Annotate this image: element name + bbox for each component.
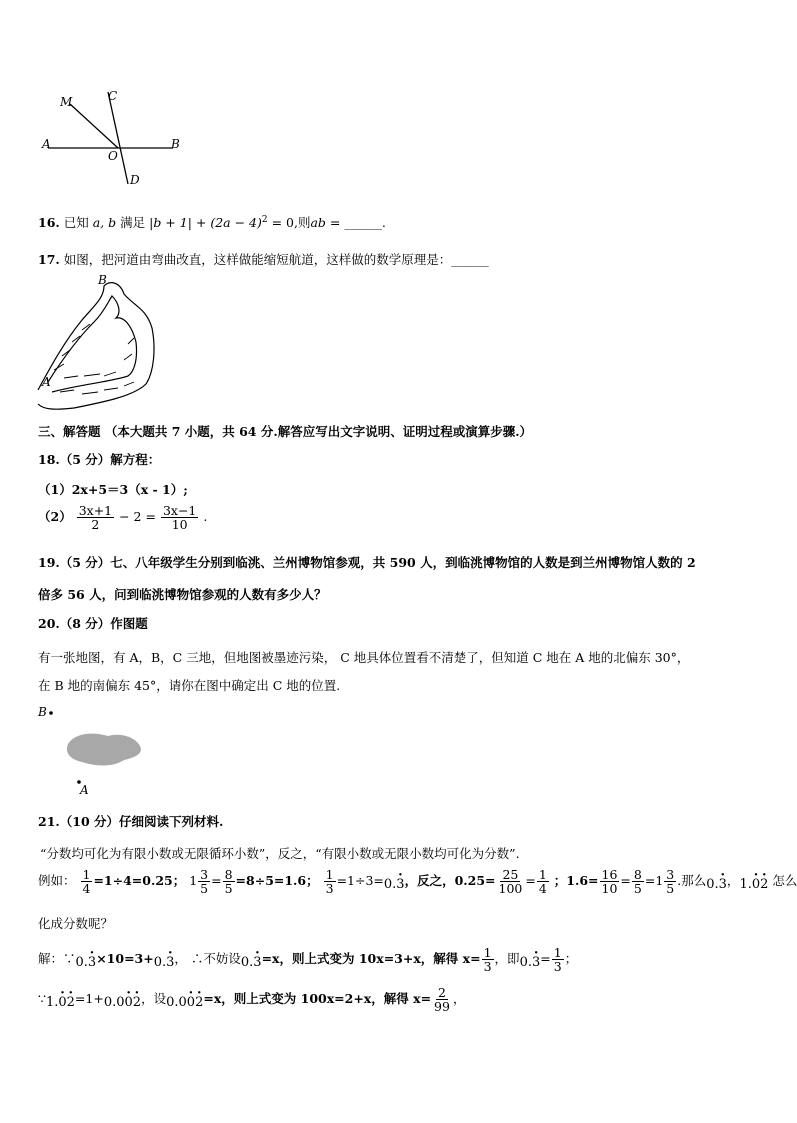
label-a: A xyxy=(42,137,51,151)
q21-then: .那么 xyxy=(677,873,707,889)
q21-how: 怎么 xyxy=(772,873,797,889)
digit: 0.0 xyxy=(166,995,187,1011)
q21-example-line xyxy=(38,868,797,895)
q16-exp: 2 xyxy=(261,214,268,225)
repeating-0-3c xyxy=(76,955,97,970)
frac-num: 25 xyxy=(502,867,519,882)
q18-frac1-den: 2 xyxy=(91,517,100,533)
frac-3-5 xyxy=(198,868,210,895)
frac-den: 99 xyxy=(434,999,450,1015)
frac-num: 1 xyxy=(82,867,91,882)
river-label-b: B xyxy=(98,273,107,287)
q18-part1: （1）2x+5＝3（x - 1）; xyxy=(38,482,188,497)
q20-head: 20.（8 分）作图题 xyxy=(38,616,148,631)
ink-stain xyxy=(67,734,141,766)
q21-ex2-int: 1 xyxy=(189,873,198,889)
map-label-b: B xyxy=(38,705,47,719)
frac-16-10 xyxy=(600,868,620,895)
q16-eq: = 0 xyxy=(267,215,294,230)
digit-repeat: · 2 xyxy=(195,995,203,1010)
q21-l5-since: ∵ xyxy=(38,991,46,1007)
river-label-a: A xyxy=(42,375,51,389)
digit: 0.0 xyxy=(103,995,125,1011)
digit-repeat: · 0 xyxy=(58,995,66,1010)
q16-expr: |b + 1| + (2a − 4) xyxy=(149,215,262,230)
q21-eq-a: = xyxy=(211,873,222,889)
repeating-0-02 xyxy=(104,995,141,1010)
digit: 0. xyxy=(75,955,88,971)
label-m: M xyxy=(60,95,73,109)
frac-num: 1 xyxy=(483,945,492,960)
q16-text-c: ,则 xyxy=(294,215,311,230)
label-d: D xyxy=(130,173,140,187)
q19-line2: 倍多 56 人，问到临洮博物馆参观的人数有多少人？ xyxy=(38,587,327,602)
frac-num: 1 xyxy=(538,867,547,882)
river-inner-bank xyxy=(48,296,137,392)
frac-num: 8 xyxy=(224,867,233,882)
q21-ex2: =8÷5=1.6； xyxy=(235,873,319,889)
digit-repeat: · 0 xyxy=(187,995,195,1010)
q16-text-a: 已知 xyxy=(63,215,89,230)
frac-2-99 xyxy=(432,986,452,1013)
digit-repeat: · 3 xyxy=(396,877,404,892)
repeating-1-02 xyxy=(739,877,768,892)
line-cd xyxy=(108,92,128,184)
q21-solution-line2 xyxy=(38,986,465,1013)
repeating-0-02b xyxy=(166,995,203,1010)
q18-part2 xyxy=(38,504,207,531)
q18-head: 18.（5 分）解方程： xyxy=(38,452,161,467)
q21-line3: 化成分数呢？ xyxy=(38,916,114,931)
frac-num: 1 xyxy=(553,945,562,960)
frac-1-3c xyxy=(552,946,564,973)
frac-25-100 xyxy=(497,868,525,895)
q21-sol-end: ； xyxy=(564,951,578,967)
q21-after-ex3: ，反之，0.25= xyxy=(404,873,496,889)
q16-number: 16. xyxy=(38,215,60,230)
q21-comma: ， xyxy=(726,873,740,889)
map-label-a: A xyxy=(80,783,89,797)
section-3-heading: 三、解答题 （本大题共 7 小题，共 64 分.解答应写出文字说明、证明过程或演算步骤.） xyxy=(38,424,533,439)
question-16 xyxy=(38,213,386,231)
digit: 1. xyxy=(45,995,59,1011)
q18-frac2-den: 10 xyxy=(171,517,188,533)
repeating-1-02b xyxy=(46,995,75,1010)
q21-sol-mid: ×10=3+ xyxy=(96,951,154,967)
frac-1-3b xyxy=(482,946,494,973)
repeating-0-3 xyxy=(384,877,405,892)
digit-repeat: · 3 xyxy=(166,955,174,970)
digit-repeat: · 3 xyxy=(532,955,540,970)
frac-den: 5 xyxy=(666,881,675,897)
q21-ex3: =1÷3= xyxy=(336,873,384,889)
frac-1-3 xyxy=(324,868,336,895)
q18-frac1-num: 3x+1 xyxy=(78,503,113,518)
q16-eq2: = xyxy=(325,215,345,230)
frac-den: 3 xyxy=(483,959,492,975)
frac-den: 5 xyxy=(224,881,233,897)
q16-end: . xyxy=(381,215,386,230)
q21-eq-c: = xyxy=(620,873,631,889)
q21-l5-end: ， xyxy=(452,991,466,1007)
frac-den: 4 xyxy=(82,881,91,897)
frac-num: 16 xyxy=(601,867,618,882)
q16-blank[interactable]: ______ xyxy=(344,215,382,230)
figure-river xyxy=(34,272,158,414)
q18-frac2 xyxy=(161,504,198,531)
q18-mid: − 2 = xyxy=(119,509,156,525)
question-17 xyxy=(38,250,489,268)
digit: 0. xyxy=(153,955,167,971)
q21-sol-label: 解：∵ xyxy=(38,951,76,967)
q20-line2: 在 B 地的南偏东 45°，请你在图中确定出 C 地的位置. xyxy=(38,678,341,693)
repeating-0-3f xyxy=(520,955,541,970)
q17-number: 17. xyxy=(38,252,60,267)
figure-map xyxy=(36,702,156,800)
digit: 0. xyxy=(706,877,719,893)
frac-den: 10 xyxy=(601,881,618,897)
q20-line1: 有一张地图，有 A，B，C 三地，但地图被墨迹污染， C 地具体位置看不清楚了，但知道 C 地在 A 地的北偏东 30°， xyxy=(38,650,690,665)
frac-den: 100 xyxy=(498,881,523,897)
q21-quote: “分数均可化为有限小数或无限循环小数”，反之，“有限小数或无限小数均可化为分数”. xyxy=(40,846,520,861)
digit-repeat: · 0 xyxy=(752,877,760,892)
frac-num: 3 xyxy=(666,867,675,882)
digit: 0. xyxy=(383,877,397,893)
frac-3-5b xyxy=(664,868,676,895)
q18-frac1 xyxy=(77,504,114,531)
q17-text: 如图，把河道由弯曲改直，这样做能缩短航道，这样做的数学原理是： xyxy=(63,252,452,267)
q21-l5-let: ，设 xyxy=(141,991,167,1007)
frac-8-5 xyxy=(223,868,235,895)
frac-den: 3 xyxy=(553,959,562,975)
q16-vars: a, b xyxy=(92,215,117,230)
q17-blank[interactable]: ______ xyxy=(451,252,489,267)
q18-frac2-num: 3x−1 xyxy=(162,503,197,518)
q18-part2-label: （2） xyxy=(38,509,72,525)
digit-repeat: · 2 xyxy=(67,995,75,1010)
q21-ex-label: 例如： xyxy=(38,873,76,889)
digit-repeat: · 2 xyxy=(133,995,141,1010)
repeating-0-3e xyxy=(241,955,262,970)
map-point-b xyxy=(49,711,53,715)
frac-den: 5 xyxy=(200,881,209,897)
q21-solution-line1 xyxy=(38,946,577,973)
digit: 1. xyxy=(739,877,752,893)
q21-sol-let: ， ∴不妨设 xyxy=(174,951,241,967)
q21-semi-16: ；1.6= xyxy=(553,873,599,889)
repeating-0-3d xyxy=(154,955,175,970)
q21-l5-eq: =1+ xyxy=(74,991,104,1007)
figure-intersecting-lines xyxy=(38,84,198,192)
digit: 0. xyxy=(519,955,532,971)
q21-ex1: =1÷4=0.25； xyxy=(93,873,186,889)
digit-repeat: · 0 xyxy=(125,995,133,1010)
q21-sol-ie: ，即 xyxy=(494,951,520,967)
q21-eq-d: =1 xyxy=(644,873,664,889)
q21-sol-eqx: =x，则上式变为 10x=3+x，解得 x= xyxy=(261,951,481,967)
frac-num: 8 xyxy=(633,867,642,882)
frac-num: 2 xyxy=(438,985,446,1000)
ray-om xyxy=(70,104,118,148)
digit-repeat: · 3 xyxy=(88,955,96,970)
digit-repeat: · 2 xyxy=(760,877,768,892)
label-c: C xyxy=(108,89,118,103)
digit-repeat: · 3 xyxy=(719,877,727,892)
frac-num: 3 xyxy=(200,867,209,882)
q21-eq-e: = xyxy=(540,951,551,967)
q21-l5-eqx: =x，则上式变为 100x=2+x，解得 x= xyxy=(203,991,432,1007)
q21-head: 21.（10 分）仔细阅读下列材料. xyxy=(38,814,224,829)
frac-den: 3 xyxy=(325,881,334,897)
q16-ab: ab xyxy=(310,215,326,230)
digit: 0. xyxy=(240,955,254,971)
frac-den: 4 xyxy=(538,881,547,897)
frac-num: 1 xyxy=(325,867,334,882)
digit-repeat: · 3 xyxy=(253,955,261,970)
frac-1-4 xyxy=(81,868,93,895)
q16-text-b: 满足 xyxy=(120,215,146,230)
frac-1-4b xyxy=(537,868,549,895)
repeating-0-3b xyxy=(706,877,727,892)
label-o: O xyxy=(108,149,118,163)
q19-line1: 19.（5 分）七、八年级学生分别到临洮、兰州博物馆参观，共 590 人，到临洮博物馆的人数是到兰州博物馆人数的 2 xyxy=(38,555,696,570)
frac-den: 5 xyxy=(633,881,642,897)
label-b: B xyxy=(171,137,180,151)
frac-8-5b xyxy=(632,868,644,895)
q21-eq-b: = xyxy=(525,873,536,889)
q18-end: . xyxy=(203,509,208,525)
